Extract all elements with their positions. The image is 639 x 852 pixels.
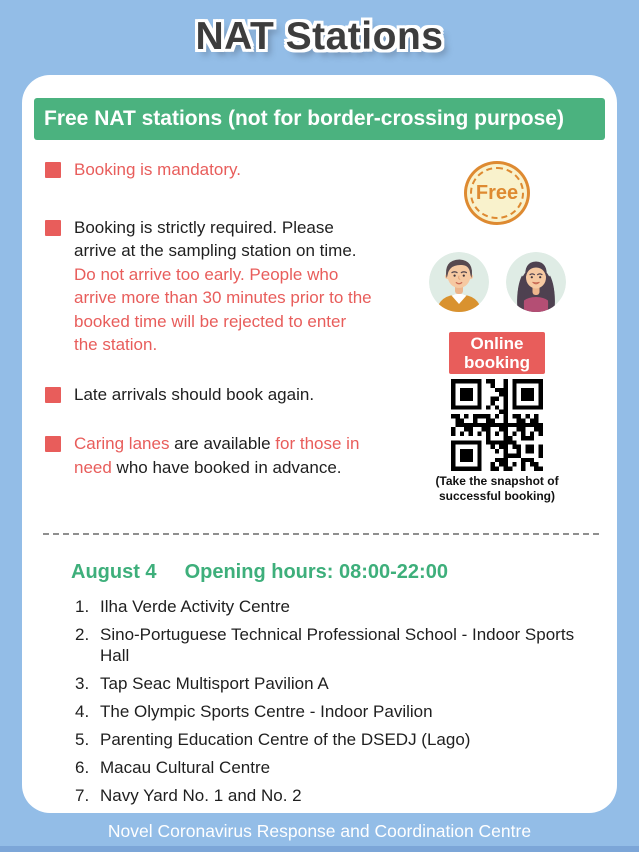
- station-number: 1.: [75, 597, 90, 616]
- station-name: Macau Cultural Centre: [100, 758, 271, 777]
- station-number: 2.: [75, 625, 90, 644]
- station-name: Tap Seac Multisport Pavilion A: [100, 674, 329, 693]
- station-number: 4.: [75, 702, 90, 721]
- bullet-text: Late arrivals should book again.: [74, 384, 315, 404]
- station-item: [75, 596, 599, 617]
- online-booking-button[interactable]: Online booking: [449, 332, 545, 374]
- bullet-text: Booking is strictly required. Please arrive at the sampling station on time. Do not arrive too early. People who arrive more than 30 minutes prior to the booked time will be rejected to enter the station.: [74, 217, 372, 354]
- bullet-text: Booking is mandatory.: [74, 160, 241, 179]
- station-number: 7.: [75, 786, 90, 805]
- station-item: [75, 673, 599, 694]
- schedule-hours: Opening hours: 08:00-22:00: [184, 561, 448, 583]
- station-number: 6.: [75, 758, 90, 777]
- banner-heading: Free NAT stations (not for border-crossing purpose): [34, 98, 605, 140]
- station-item: [75, 785, 599, 806]
- bullet-item: [45, 432, 422, 479]
- qr-code: [451, 379, 543, 471]
- bullet-item: [45, 158, 422, 182]
- station-name: Ilha Verde Activity Centre: [100, 597, 290, 616]
- station-item: [75, 757, 599, 778]
- station-number: 5.: [75, 730, 90, 749]
- station-name: Sino-Portuguese Technical Professional School - Indoor Sports Hall: [100, 625, 575, 665]
- bullet-square-icon: [45, 162, 61, 178]
- bullet-text: Caring lanes are available for those in need who have booked in advance.: [74, 434, 360, 477]
- station-number: 3.: [75, 674, 90, 693]
- station-item: [75, 624, 599, 666]
- station-item: [75, 701, 599, 722]
- woman-avatar-icon: [506, 252, 566, 312]
- station-name: Parenting Education Centre of the DSEDJ (Lago): [100, 730, 471, 749]
- bullet-square-icon: [45, 220, 61, 236]
- free-badge: [464, 161, 530, 225]
- qr-caption: (Take the snapshot of successful booking): [435, 474, 559, 503]
- bullet-square-icon: [45, 387, 61, 403]
- schedule-date: August 4: [71, 561, 157, 583]
- footer-credit: Novel Coronavirus Response and Coordination Centre: [107, 821, 532, 841]
- bullet-square-icon: [45, 436, 61, 452]
- main-row: [22, 158, 617, 505]
- page-bottom-edge: [0, 846, 639, 852]
- bullet-item: [45, 216, 422, 357]
- schedule-header: [71, 561, 617, 584]
- station-list: [22, 596, 617, 806]
- bullet-item: [45, 383, 422, 407]
- station-name: The Olympic Sports Centre - Indoor Pavilion: [100, 702, 433, 721]
- dashed-divider: [43, 533, 599, 535]
- free-badge-label: Free: [475, 181, 519, 204]
- side-panel: [422, 158, 572, 505]
- station-item: [75, 729, 599, 750]
- page-title: NAT Stations: [195, 15, 444, 58]
- station-name: Navy Yard No. 1 and No. 2: [100, 786, 302, 805]
- content-card: [22, 75, 617, 813]
- man-avatar-icon: [429, 252, 489, 312]
- bullet-list: [22, 158, 422, 505]
- avatars: [429, 252, 566, 312]
